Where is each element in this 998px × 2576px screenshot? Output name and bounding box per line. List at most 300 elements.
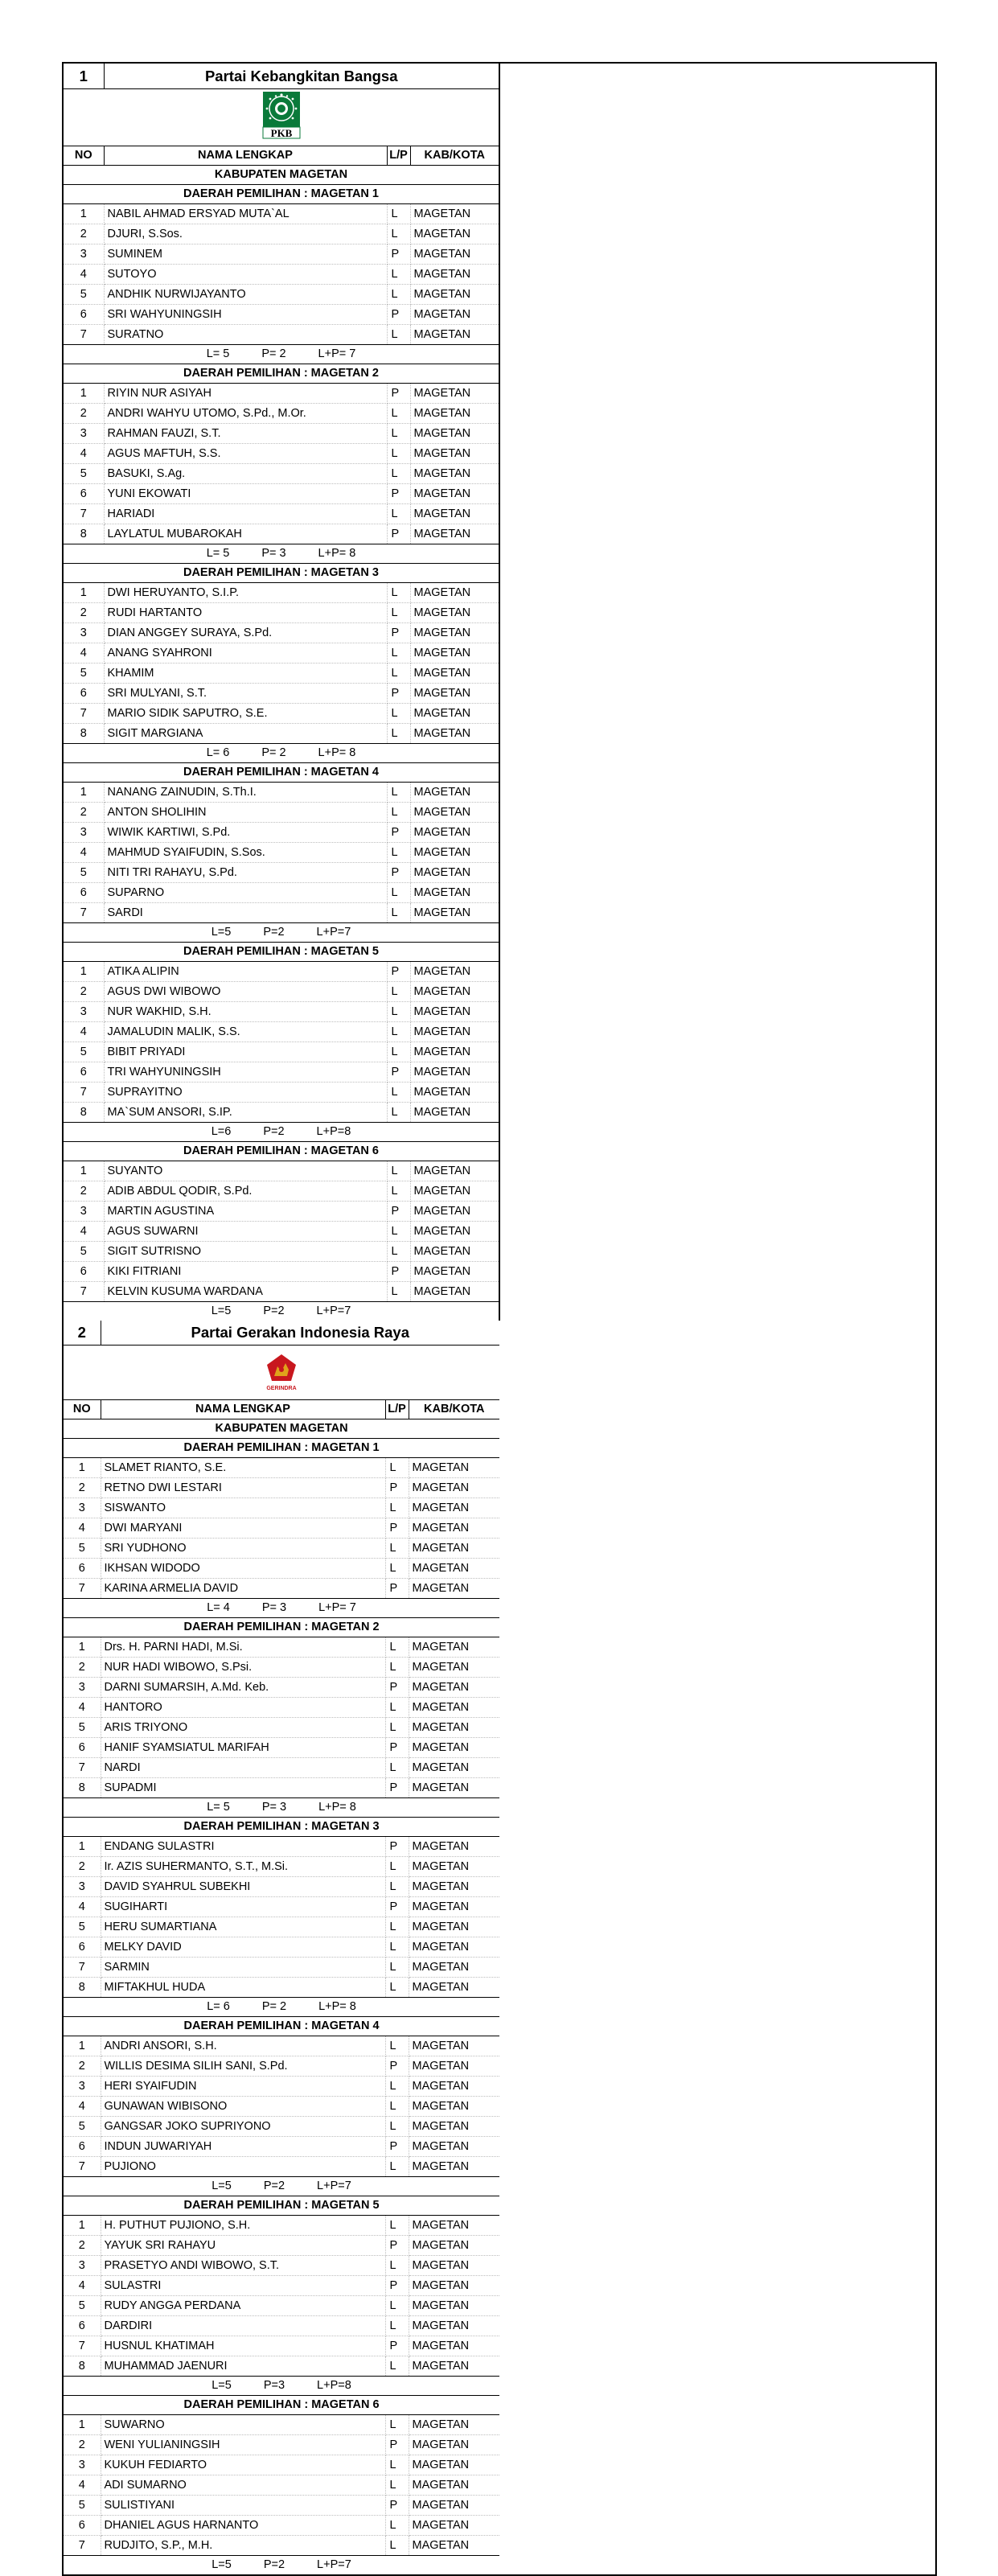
candidate-name: AGUS MAFTUH, S.S. (104, 443, 387, 463)
candidate-gender: L (387, 284, 410, 304)
candidate-name: RUDY ANGGA PERDANA (101, 2296, 385, 2316)
candidate-kabkota: MAGETAN (410, 1001, 499, 1021)
candidate-name: SURATNO (104, 324, 387, 344)
candidate-row (64, 463, 499, 483)
candidate-row (64, 862, 499, 882)
candidate-kabkota: MAGETAN (409, 2117, 499, 2137)
candidate-name: DARNI SUMARSIH, A.Md. Keb. (101, 1678, 385, 1698)
candidate-name: SUPARNO (104, 882, 387, 902)
col-name-header: NAMA LENGKAP (104, 146, 387, 165)
candidate-number: 1 (64, 2036, 101, 2056)
candidate-name: ANDRI WAHYU UTOMO, S.Pd., M.Or. (104, 403, 387, 423)
candidate-row (64, 961, 499, 981)
candidate-kabkota: MAGETAN (409, 1937, 499, 1958)
dapil-totals (64, 2377, 499, 2396)
svg-text:GERINDRA: GERINDRA (266, 1385, 297, 1391)
kabupaten-title: KABUPATEN MAGETAN (64, 1419, 499, 1439)
candidate-name: RETNO DWI LESTARI (101, 1478, 385, 1498)
candidate-number: 4 (64, 1698, 101, 1718)
candidate-gender: P (387, 1062, 410, 1082)
candidate-number: 4 (64, 842, 104, 862)
candidate-name: SULISTIYANI (101, 2496, 385, 2516)
candidate-name: HANTORO (101, 1698, 385, 1718)
candidate-gender: L (387, 802, 410, 822)
total-p: P= 3 (261, 1801, 287, 1814)
candidate-number: 2 (64, 2435, 101, 2455)
candidate-name: YAYUK SRI RAHAYU (101, 2236, 385, 2256)
total-p: P= 2 (261, 347, 286, 360)
candidate-kabkota: MAGETAN (410, 1201, 499, 1221)
candidate-name: DIAN ANGGEY SURAYA, S.Pd. (104, 622, 387, 643)
candidate-kabkota: MAGETAN (410, 1221, 499, 1241)
candidate-kabkota: MAGETAN (410, 683, 499, 703)
candidate-gender: L (385, 2077, 409, 2097)
candidate-gender: L (385, 1758, 409, 1778)
candidate-number: 4 (64, 2475, 101, 2496)
candidate-number: 4 (64, 1518, 101, 1539)
candidate-row (64, 1021, 499, 1041)
candidate-kabkota: MAGETAN (410, 663, 499, 683)
candidate-kabkota: MAGETAN (410, 862, 499, 882)
total-l: L= 6 (207, 2000, 230, 2013)
candidate-row (64, 663, 499, 683)
candidate-gender: P (385, 2435, 409, 2455)
dapil-title: DAERAH PEMILIHAN : MAGETAN 5 (64, 2196, 499, 2216)
candidate-name: GANGSAR JOKO SUPRIYONO (101, 2117, 385, 2137)
candidate-gender: L (385, 1698, 409, 1718)
candidate-row (64, 2536, 499, 2556)
total-p: P= 3 (261, 546, 286, 560)
candidate-kabkota: MAGETAN (409, 1539, 499, 1559)
candidate-gender: P (385, 1837, 409, 1857)
candidate-name: GUNAWAN WIBISONO (101, 2097, 385, 2117)
candidate-kabkota: MAGETAN (410, 1021, 499, 1041)
candidate-row (64, 2236, 499, 2256)
candidate-name: JAMALUDIN MALIK, S.S. (104, 1021, 387, 1041)
total-lp: L+P=8 (317, 2379, 351, 2392)
candidate-name: NANANG ZAINUDIN, S.Th.I. (104, 782, 387, 802)
candidate-row (64, 981, 499, 1001)
candidate-gender: P (387, 683, 410, 703)
candidate-number: 2 (64, 2236, 101, 2256)
candidate-name: RIYIN NUR ASIYAH (104, 383, 387, 403)
candidate-row (64, 2435, 499, 2455)
candidate-kabkota: MAGETAN (409, 2316, 499, 2336)
candidate-name: KHAMIM (104, 663, 387, 683)
candidate-row (64, 703, 499, 723)
candidate-row (64, 2356, 499, 2377)
candidate-gender: L (387, 842, 410, 862)
candidate-gender: P (385, 1478, 409, 1498)
candidate-kabkota: MAGETAN (409, 1559, 499, 1579)
candidate-number: 2 (64, 2056, 101, 2077)
dapil-totals (64, 922, 499, 942)
candidate-number: 2 (64, 224, 104, 244)
candidate-row (64, 1498, 499, 1518)
candidate-kabkota: MAGETAN (409, 1658, 499, 1678)
candidate-name: MARTIN AGUSTINA (104, 1201, 387, 1221)
candidate-name: SUPADMI (101, 1778, 385, 1798)
candidate-number: 4 (64, 1021, 104, 1041)
candidate-kabkota: MAGETAN (409, 2137, 499, 2157)
candidate-row (64, 2496, 499, 2516)
col-lp-header: L/P (387, 146, 410, 165)
candidate-kabkota: MAGETAN (409, 2536, 499, 2556)
candidate-number: 2 (64, 602, 104, 622)
candidate-gender: L (385, 2316, 409, 2336)
candidate-name: NUR HADI WIBOWO, S.Psi. (101, 1658, 385, 1678)
candidate-kabkota: MAGETAN (410, 842, 499, 862)
candidate-name: SUPRAYITNO (104, 1082, 387, 1102)
candidate-number: 1 (64, 782, 104, 802)
candidate-kabkota: MAGETAN (410, 483, 499, 503)
candidate-row (64, 782, 499, 802)
candidate-number: 1 (64, 1637, 101, 1658)
candidate-row (64, 2256, 499, 2276)
candidate-name: HERU SUMARTIANA (101, 1917, 385, 1937)
candidate-row (64, 683, 499, 703)
candidate-kabkota: MAGETAN (409, 1478, 499, 1498)
candidate-gender: P (387, 483, 410, 503)
candidate-row (64, 1062, 499, 1082)
candidate-gender: L (387, 203, 410, 224)
candidate-number: 7 (64, 1082, 104, 1102)
candidate-number: 2 (64, 981, 104, 1001)
candidate-kabkota: MAGETAN (410, 264, 499, 284)
candidate-number: 7 (64, 503, 104, 524)
candidate-number: 1 (64, 1161, 104, 1181)
candidate-name: SUYANTO (104, 1161, 387, 1181)
candidate-name: HARIADI (104, 503, 387, 524)
dapil-title: DAERAH PEMILIHAN : MAGETAN 4 (64, 2017, 499, 2036)
candidate-number: 6 (64, 683, 104, 703)
candidate-row (64, 1857, 499, 1877)
candidate-row (64, 1001, 499, 1021)
candidate-kabkota: MAGETAN (409, 2097, 499, 2117)
candidate-kabkota: MAGETAN (409, 1678, 499, 1698)
candidate-name: HERI SYAIFUDIN (101, 2077, 385, 2097)
candidate-row (64, 2036, 499, 2056)
candidate-name: RUDI HARTANTO (104, 602, 387, 622)
candidate-gender: L (387, 582, 410, 602)
candidate-row (64, 2137, 499, 2157)
candidate-name: SISWANTO (101, 1498, 385, 1518)
total-lp: L+P= 8 (318, 2000, 356, 2013)
candidate-kabkota: MAGETAN (410, 622, 499, 643)
candidate-gender: P (385, 2496, 409, 2516)
candidate-row (64, 1917, 499, 1937)
candidate-name: AGUS SUWARNI (104, 1221, 387, 1241)
candidate-row (64, 2216, 499, 2236)
total-lp: L+P= 8 (318, 546, 356, 560)
candidate-kabkota: MAGETAN (410, 902, 499, 922)
candidate-gender: L (385, 1559, 409, 1579)
candidate-name: SUWARNO (101, 2415, 385, 2435)
candidate-gender: P (385, 2336, 409, 2356)
candidate-row (64, 1978, 499, 1998)
candidate-row (64, 1241, 499, 1261)
candidate-name: ATIKA ALIPIN (104, 961, 387, 981)
candidate-row (64, 1738, 499, 1758)
candidate-kabkota: MAGETAN (410, 1041, 499, 1062)
candidate-number: 8 (64, 723, 104, 743)
candidate-name: NABIL AHMAD ERSYAD MUTA`AL (104, 203, 387, 224)
candidate-gender: L (387, 403, 410, 423)
dapil-totals (64, 743, 499, 762)
candidate-number: 7 (64, 1579, 101, 1599)
total-lp: L+P= 7 (318, 1601, 356, 1614)
candidate-number: 3 (64, 2077, 101, 2097)
candidate-name: RAHMAN FAUZI, S.T. (104, 423, 387, 443)
candidate-name: BIBIT PRIYADI (104, 1041, 387, 1062)
candidate-gender: L (385, 2097, 409, 2117)
candidate-name: DHANIEL AGUS HARNANTO (101, 2516, 385, 2536)
candidate-number: 6 (64, 483, 104, 503)
candidate-row (64, 723, 499, 743)
total-p: P=2 (263, 2558, 285, 2571)
candidate-number: 1 (64, 582, 104, 602)
candidate-kabkota: MAGETAN (410, 602, 499, 622)
candidate-gender: P (387, 822, 410, 842)
total-p: P=2 (263, 1304, 285, 1317)
candidate-name: MARIO SIDIK SAPUTRO, S.E. (104, 703, 387, 723)
candidate-number: 8 (64, 1778, 101, 1798)
candidate-row (64, 2516, 499, 2536)
candidate-name: SARMIN (101, 1958, 385, 1978)
candidate-name: SULASTRI (101, 2276, 385, 2296)
candidate-name: KARINA ARMELIA DAVID (101, 1579, 385, 1599)
candidate-gender: L (387, 1102, 410, 1122)
candidate-gender: L (385, 2536, 409, 2556)
candidate-number: 3 (64, 1877, 101, 1897)
candidate-number: 3 (64, 822, 104, 842)
dapil-list (64, 1439, 499, 2575)
candidate-gender: P (385, 1678, 409, 1698)
candidate-kabkota: MAGETAN (409, 1837, 499, 1857)
candidate-row (64, 1221, 499, 1241)
candidate-name: NUR WAKHID, S.H. (104, 1001, 387, 1021)
candidate-row (64, 1559, 499, 1579)
candidate-gender: L (387, 1161, 410, 1181)
total-lp: L+P=7 (317, 2180, 351, 2192)
candidate-name: BASUKI, S.Ag. (104, 463, 387, 483)
candidate-gender: L (387, 1021, 410, 1041)
candidate-kabkota: MAGETAN (410, 582, 499, 602)
total-lp: L+P=7 (316, 1304, 351, 1317)
total-l: L= 4 (207, 1601, 230, 1614)
candidate-gender: P (385, 1738, 409, 1758)
candidate-name: WENI YULIANINGSIH (101, 2435, 385, 2455)
candidate-number: 3 (64, 1201, 104, 1221)
candidate-number: 3 (64, 2455, 101, 2475)
candidate-row (64, 1837, 499, 1857)
candidate-number: 2 (64, 1857, 101, 1877)
candidate-gender: L (387, 602, 410, 622)
candidate-kabkota: MAGETAN (409, 2216, 499, 2236)
total-lp: L+P=7 (317, 2558, 351, 2571)
candidate-row (64, 383, 499, 403)
candidate-number: 4 (64, 1897, 101, 1917)
candidate-name: H. PUTHUT PUJIONO, S.H. (101, 2216, 385, 2236)
candidate-kabkota: MAGETAN (410, 244, 499, 264)
candidate-kabkota: MAGETAN (409, 1579, 499, 1599)
candidate-gender: P (387, 524, 410, 544)
candidate-row (64, 2157, 499, 2177)
candidate-row (64, 1658, 499, 1678)
candidate-number: 5 (64, 1718, 101, 1738)
candidate-number: 2 (64, 1181, 104, 1201)
candidate-gender: L (387, 782, 410, 802)
candidate-row (64, 2336, 499, 2356)
total-l: L=5 (212, 2558, 232, 2571)
candidate-number: 8 (64, 1102, 104, 1122)
party-number: 2 (64, 1321, 101, 1346)
candidate-gender: P (385, 1897, 409, 1917)
candidate-row (64, 1637, 499, 1658)
candidate-kabkota: MAGETAN (410, 503, 499, 524)
candidate-gender: L (387, 882, 410, 902)
total-l: L=5 (212, 2379, 232, 2392)
total-p: P= 3 (261, 1601, 287, 1614)
total-l: L=5 (211, 925, 232, 939)
candidate-kabkota: MAGETAN (410, 1281, 499, 1301)
candidate-kabkota: MAGETAN (410, 443, 499, 463)
dapil-title: DAERAH PEMILIHAN : MAGETAN 6 (64, 1141, 499, 1161)
candidate-number: 4 (64, 643, 104, 663)
candidate-name: DWI HERUYANTO, S.I.P. (104, 582, 387, 602)
candidate-row (64, 2056, 499, 2077)
candidate-row (64, 1539, 499, 1559)
candidate-gender: L (387, 423, 410, 443)
candidate-gender: L (387, 1221, 410, 1241)
candidate-gender: P (387, 622, 410, 643)
total-lp: L+P= 7 (318, 347, 356, 360)
candidate-name: SUGIHARTI (101, 1897, 385, 1917)
candidate-gender: L (387, 1281, 410, 1301)
candidate-kabkota: MAGETAN (410, 403, 499, 423)
candidate-gender: L (385, 2036, 409, 2056)
candidate-row (64, 1478, 499, 1498)
candidate-row (64, 1758, 499, 1778)
candidate-kabkota: MAGETAN (409, 2296, 499, 2316)
candidate-gender: P (385, 2276, 409, 2296)
candidate-number: 1 (64, 1458, 101, 1478)
dapil-title: DAERAH PEMILIHAN : MAGETAN 5 (64, 942, 499, 961)
candidate-kabkota: MAGETAN (409, 2435, 499, 2455)
total-lp: L+P= 8 (318, 746, 356, 759)
candidate-kabkota: MAGETAN (410, 802, 499, 822)
candidate-row (64, 842, 499, 862)
candidate-number: 7 (64, 2536, 101, 2556)
candidate-name: INDUN JUWARIYAH (101, 2137, 385, 2157)
pkb-logo (262, 91, 301, 139)
candidate-number: 3 (64, 244, 104, 264)
candidate-number: 4 (64, 443, 104, 463)
col-no-header: NO (64, 146, 104, 165)
candidate-kabkota: MAGETAN (409, 2056, 499, 2077)
candidate-gender: P (387, 304, 410, 324)
candidate-gender: P (385, 2137, 409, 2157)
candidate-kabkota: MAGETAN (410, 961, 499, 981)
candidate-row (64, 324, 499, 344)
candidate-gender: L (387, 224, 410, 244)
candidate-number: 3 (64, 1678, 101, 1698)
candidate-row (64, 1181, 499, 1201)
candidate-kabkota: MAGETAN (410, 981, 499, 1001)
candidate-row (64, 802, 499, 822)
candidate-number: 6 (64, 2516, 101, 2536)
total-l: L= 5 (207, 1801, 230, 1814)
dapil-totals (64, 2177, 499, 2196)
candidate-gender: L (385, 2415, 409, 2435)
candidate-number: 6 (64, 1937, 101, 1958)
candidate-number: 5 (64, 2117, 101, 2137)
candidate-number: 1 (64, 1837, 101, 1857)
candidate-row (64, 2097, 499, 2117)
candidate-row (64, 882, 499, 902)
candidate-gender: L (387, 463, 410, 483)
candidate-row (64, 1877, 499, 1897)
candidate-name: NITI TRI RAHAYU, S.Pd. (104, 862, 387, 882)
candidate-gender: L (385, 1658, 409, 1678)
candidate-name: MELKY DAVID (101, 1937, 385, 1958)
candidate-kabkota: MAGETAN (410, 383, 499, 403)
candidate-name: ENDANG SULASTRI (101, 1837, 385, 1857)
candidate-number: 6 (64, 2316, 101, 2336)
candidate-kabkota: MAGETAN (409, 1958, 499, 1978)
candidate-kabkota: MAGETAN (410, 782, 499, 802)
candidate-gender: L (385, 1458, 409, 1478)
candidate-number: 2 (64, 403, 104, 423)
candidate-row (64, 1698, 499, 1718)
candidate-kabkota: MAGETAN (409, 1978, 499, 1998)
dapil-title: DAERAH PEMILIHAN : MAGETAN 2 (64, 1618, 499, 1637)
candidate-kabkota: MAGETAN (410, 284, 499, 304)
candidate-number: 5 (64, 284, 104, 304)
candidate-gender: L (385, 1917, 409, 1937)
candidate-name: SRI MULYANI, S.T. (104, 683, 387, 703)
party-number: 1 (64, 64, 104, 88)
candidate-number: 1 (64, 961, 104, 981)
candidate-number: 5 (64, 1241, 104, 1261)
dapil-list (64, 184, 499, 1321)
candidate-kabkota: MAGETAN (409, 2475, 499, 2496)
candidate-number: 4 (64, 2097, 101, 2117)
candidate-kabkota: MAGETAN (409, 2036, 499, 2056)
candidate-name: ADI SUMARNO (101, 2475, 385, 2496)
party-table-pkb (64, 64, 500, 1321)
candidate-row (64, 284, 499, 304)
svg-text:PKB: PKB (270, 126, 292, 139)
candidate-number: 2 (64, 1658, 101, 1678)
col-kab-header: KAB/KOTA (410, 146, 499, 165)
candidate-kabkota: MAGETAN (409, 1778, 499, 1798)
candidate-name: MA`SUM ANSORI, S.IP. (104, 1102, 387, 1122)
candidate-name: HUSNUL KHATIMAH (101, 2336, 385, 2356)
candidate-gender: L (385, 1978, 409, 1998)
candidate-sheet (62, 62, 937, 2576)
candidate-kabkota: MAGETAN (410, 882, 499, 902)
candidate-gender: L (385, 1498, 409, 1518)
candidate-kabkota: MAGETAN (409, 1518, 499, 1539)
dapil-totals (64, 544, 499, 563)
total-l: L=6 (211, 1124, 232, 1138)
dapil-title: DAERAH PEMILIHAN : MAGETAN 3 (64, 563, 499, 582)
candidate-kabkota: MAGETAN (410, 1082, 499, 1102)
candidate-number: 7 (64, 1281, 104, 1301)
candidate-gender: L (385, 1539, 409, 1559)
candidate-number: 6 (64, 882, 104, 902)
